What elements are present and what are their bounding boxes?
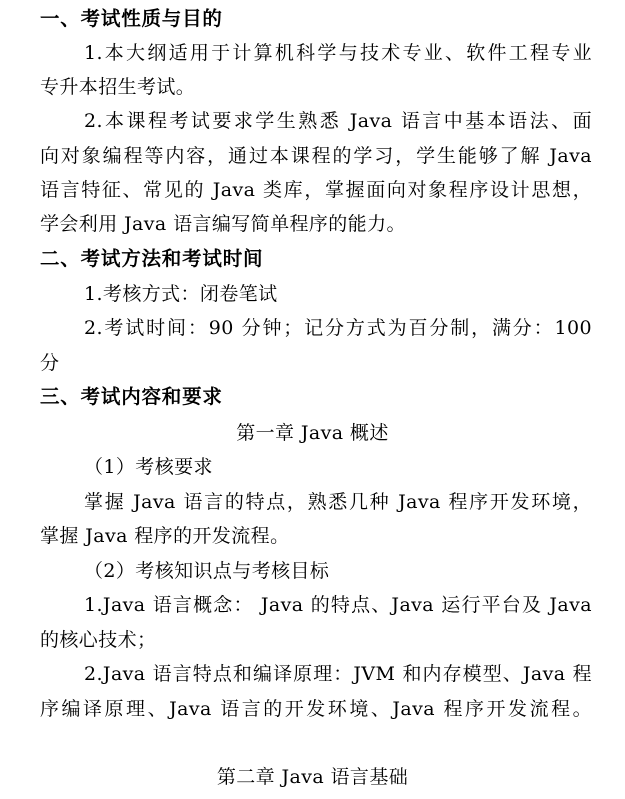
paragraph-line: 掌握 Java 语言的特点，熟悉几种 Java 程序开发环境， — [84, 491, 592, 513]
paragraph-line: 学会利用 Java 语言编写简单程序的能力。 — [40, 213, 406, 235]
paragraph-line: 2.本课程考试要求学生熟悉 Java 语言中基本语法、面 — [84, 110, 592, 132]
paragraph-line: 掌握 Java 程序的开发流程。 — [40, 525, 290, 547]
paragraph-line: 专升本招生考试。 — [40, 76, 196, 98]
section-heading-2: 二、考试方法和考试时间 — [40, 247, 264, 270]
sub-heading-goals: （2）考核知识点与考核目标 — [84, 560, 330, 582]
paragraph-line: 语言特征、常见的 Java 类库，掌握面向对象程序设计思想， — [40, 179, 592, 201]
chapter-title: 第二章 Java 语言基础 — [216, 766, 409, 788]
section-heading-3: 三、考试内容和要求 — [40, 385, 223, 408]
paragraph-line: 的核心技术； — [40, 629, 157, 651]
section-heading-1: 一、考试性质与目的 — [40, 7, 223, 30]
paragraph-line: 分 — [40, 352, 60, 374]
paragraph-line: 2.Java 语言特点和编译原理：JVM 和内存模型、Java 程 — [84, 663, 592, 685]
paragraph-line: 1.本大纲适用于计算机科学与技术专业、软件工程专业 — [84, 42, 592, 64]
paragraph-line: 1.Java 语言概念： Java 的特点、Java 运行平台及 Java — [84, 594, 592, 616]
paragraph-line: 序编译原理、Java 语言的开发环境、Java 程序开发流程。 — [40, 698, 592, 720]
sub-heading-requirements: （1）考核要求 — [84, 456, 213, 478]
paragraph-line: 向对象编程等内容，通过本课程的学习，学生能够了解 Java — [40, 145, 592, 167]
paragraph-line: 1.考核方式：闭卷笔试 — [84, 283, 278, 305]
paragraph-line: 2.考试时间：90 分钟；记分方式为百分制，满分：100 — [84, 317, 592, 339]
chapter-title: 第一章 Java 概述 — [236, 422, 389, 444]
